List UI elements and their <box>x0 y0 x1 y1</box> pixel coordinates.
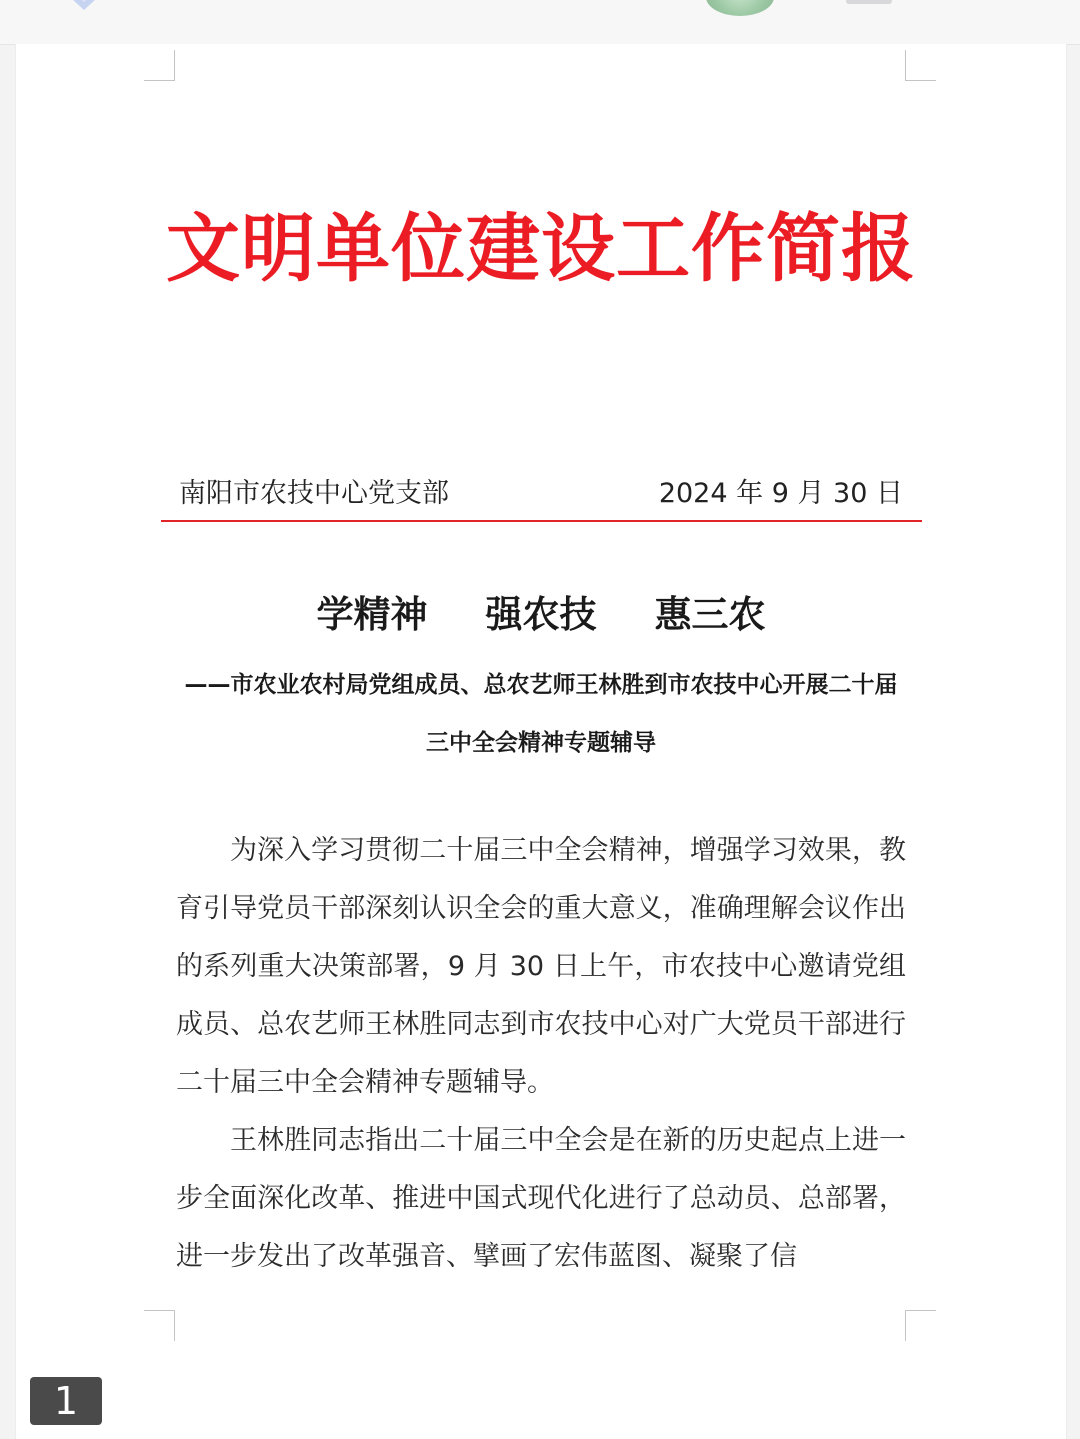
headline-part-3: 惠三农 <box>654 593 766 636</box>
crop-mark-top-right <box>905 50 936 81</box>
article-subheading: ——市农业农村局党组成员、总农艺师王林胜到市农技中心开展二十届三中全会精神专题辅导 <box>184 672 898 756</box>
article-body <box>176 822 906 1286</box>
menu-icon[interactable] <box>846 0 892 4</box>
body-paragraph-2: 王林胜同志指出二十届三中全会是在新的历史起点上进一步全面深化改革、推进中国式现代化进行了总动员、总部署，进一步发出了改革强音、擘画了宏伟蓝图、凝聚了信 <box>176 1125 906 1272</box>
headline-part-2: 强农技 <box>485 593 597 636</box>
document-page <box>15 44 1067 1439</box>
red-divider <box>161 520 922 522</box>
article-headline <box>16 590 1066 640</box>
issue-date: 2024 年 9 月 30 日 <box>658 478 903 509</box>
crop-mark-bottom-left <box>144 1310 175 1341</box>
issuer-name: 南阳市农技中心党支部 <box>179 478 449 509</box>
page-number-badge[interactable]: 1 <box>30 1377 102 1425</box>
viewer-toolbar <box>0 0 1080 45</box>
crop-mark-bottom-right <box>905 1310 936 1341</box>
app-logo-icon[interactable] <box>54 0 114 14</box>
headline-part-1: 学精神 <box>316 593 428 636</box>
avatar[interactable] <box>706 0 774 16</box>
masthead-title: 文明单位建设工作简报 <box>166 206 916 292</box>
body-paragraph-1: 为深入学习贯彻二十届三中全会精神，增强学习效果，教育引导党员干部深刻认识全会的重大意义，准确理解会议作出的系列重大决策部署，9 月 30 日上午，市农技中心邀请党组成员、总农艺师王林胜同志到市农技中心对广大党员干部进行二十届三中全会精神专题辅导。 <box>176 835 906 1098</box>
crop-mark-top-left <box>144 50 175 81</box>
